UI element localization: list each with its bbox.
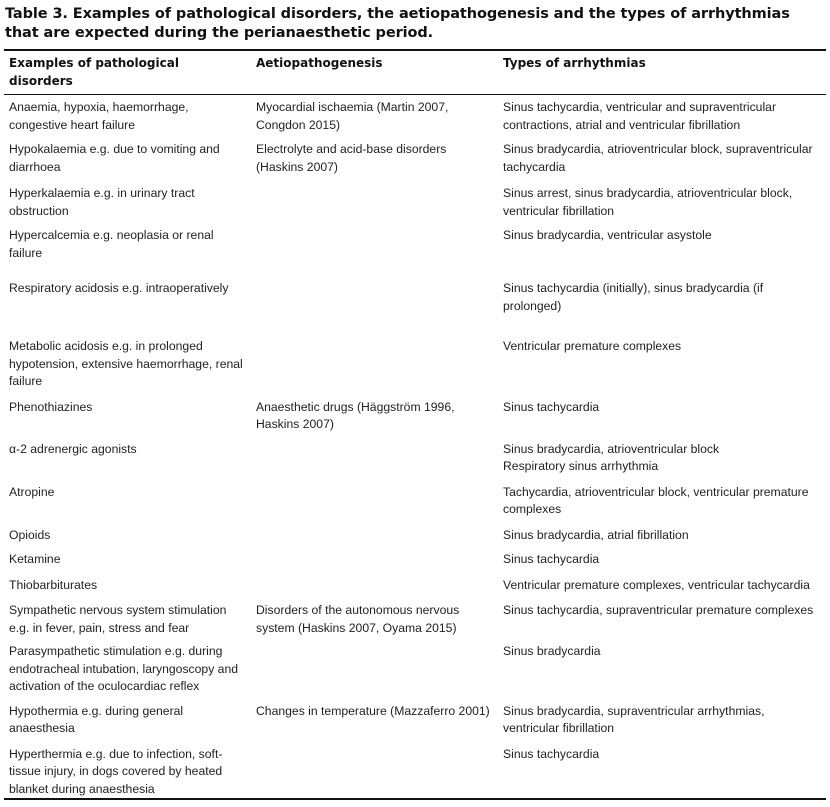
cell-arrhythmia: Ventricular premature complexes [503,339,682,353]
table-title: Table 3. Examples of pathological disorders, the aetiopathogenesis and the types of arrhythmias that are expected during the perianaesthetic period. [5,6,790,41]
header-disorders: Examples of pathological disorders [9,56,179,88]
cell-aetiopathogenesis: Changes in temperature (Mazzaferro 2001) [256,703,490,718]
cell-disorder: Hypokalaemia e.g. due to vomiting and diarrhoea [9,142,220,174]
cell-disorder: Metabolic acidosis e.g. in prolonged hypotension, extensive haemorrhage, renal failure [9,339,243,388]
cell-disorder: α-2 adrenergic agonists [9,441,137,456]
cell-arrhythmia: Sinus tachycardia [503,552,600,566]
table-row [4,141,826,185]
cell-disorder: Hypothermia e.g. during general anaesthesia [9,703,184,735]
cell-disorder: Ketamine [9,552,61,566]
cell-aetiopathogenesis: Disorders of the autonomous nervous system (Haskins 2007, Oyama 2015) [256,603,460,635]
arrhythmia-table [4,49,826,800]
table-row [4,399,826,441]
cell-disorder: Thiobarbiturates [9,577,98,592]
table-body [4,95,826,800]
cell-disorder: Parasympathetic stimulation e.g. during endotracheal intubation, laryngoscopy and activation of the oculocardiac reflex [9,644,239,693]
table-row [4,746,826,800]
table-row [4,280,826,338]
cell-disorder: Atropine [9,484,55,499]
table-row [4,527,826,552]
cell-aetiopathogenesis [251,746,498,800]
cell-arrhythmia: Ventricular premature complexes, ventricular tachycardia [503,577,810,592]
cell-aetiopathogenesis [251,577,498,603]
table-row [4,338,826,399]
table-row [4,185,826,227]
cell-arrhythmia: Sinus tachycardia (initially), sinus bradycardia (if prolonged) [503,281,764,313]
cell-disorder: Hyperkalaemia e.g. in urinary tract obstruction [9,186,195,218]
document [4,5,826,800]
table-row [4,227,826,280]
table-row [4,484,826,527]
cell-arrhythmia: Sinus bradycardia, supraventricular arrhythmias, ventricular fibrillation [503,703,765,735]
cell-arrhythmia: Sinus tachycardia, supraventricular premature complexes [503,603,814,617]
cell-arrhythmia: Sinus bradycardia, atrial fibrillation [503,527,689,542]
cell-aetiopathogenesis [251,227,498,280]
cell-disorder: Phenothiazines [9,399,93,414]
cell-aetiopathogenesis [251,527,498,552]
header-arrhythmias: Types of arrhythmias [503,56,646,70]
cell-disorder: Opioids [9,527,51,542]
table-row [4,441,826,484]
cell-arrhythmia: Sinus bradycardia, ventricular asystole [503,228,712,242]
cell-arrhythmia: Sinus bradycardia, atrioventricular block, supraventricular tachycardia [503,142,813,174]
cell-aetiopathogenesis [251,185,498,227]
cell-disorder: Respiratory acidosis e.g. intraoperatively [9,281,229,295]
table-header-row [4,50,826,95]
cell-aetiopathogenesis [251,484,498,527]
cell-arrhythmia: Sinus tachycardia [503,399,600,414]
table-row [4,577,826,603]
cell-aetiopathogenesis [251,338,498,399]
table-row [4,602,826,643]
cell-disorder: Hyperthermia e.g. due to infection, soft-tissue injury, in dogs covered by heated blanket during anaesthesia [9,746,223,796]
cell-aetiopathogenesis [251,643,498,703]
cell-disorder: Hypercalcemia e.g. neoplasia or renal failure [9,228,214,260]
cell-arrhythmia: Sinus tachycardia [503,746,600,761]
cell-aetiopathogenesis: Electrolyte and acid-base disorders (Haskins 2007) [256,142,447,174]
table-row [4,643,826,703]
cell-arrhythmia: Sinus tachycardia, ventricular and supraventricular contractions, atrial and ventricular fibrillation [503,100,776,132]
cell-arrhythmia: Tachycardia, atrioventricular block, ventricular premature complexes [503,484,809,516]
cell-aetiopathogenesis: Myocardial ischaemia (Martin 2007, Congdon 2015) [256,100,449,132]
cell-arrhythmia: Sinus bradycardia, atrioventricular block Respiratory sinus arrhythmia [503,441,720,473]
cell-aetiopathogenesis [251,551,498,577]
cell-arrhythmia: Sinus arrest, sinus bradycardia, atrioventricular block, ventricular fibrillation [503,186,793,218]
cell-aetiopathogenesis [251,441,498,484]
header-aetiopathogenesis: Aetiopathogenesis [256,56,383,70]
table-row [4,551,826,577]
cell-aetiopathogenesis [251,280,498,338]
table-row [4,95,826,142]
cell-disorder: Sympathetic nervous system stimulation e.g. in fever, pain, stress and fear [9,603,227,635]
cell-arrhythmia: Sinus bradycardia [503,644,601,658]
cell-disorder: Anaemia, hypoxia, haemorrhage, congestive heart failure [9,100,189,132]
table-row [4,703,826,746]
cell-aetiopathogenesis: Anaesthetic drugs (Häggström 1996, Haskins 2007) [256,399,455,431]
